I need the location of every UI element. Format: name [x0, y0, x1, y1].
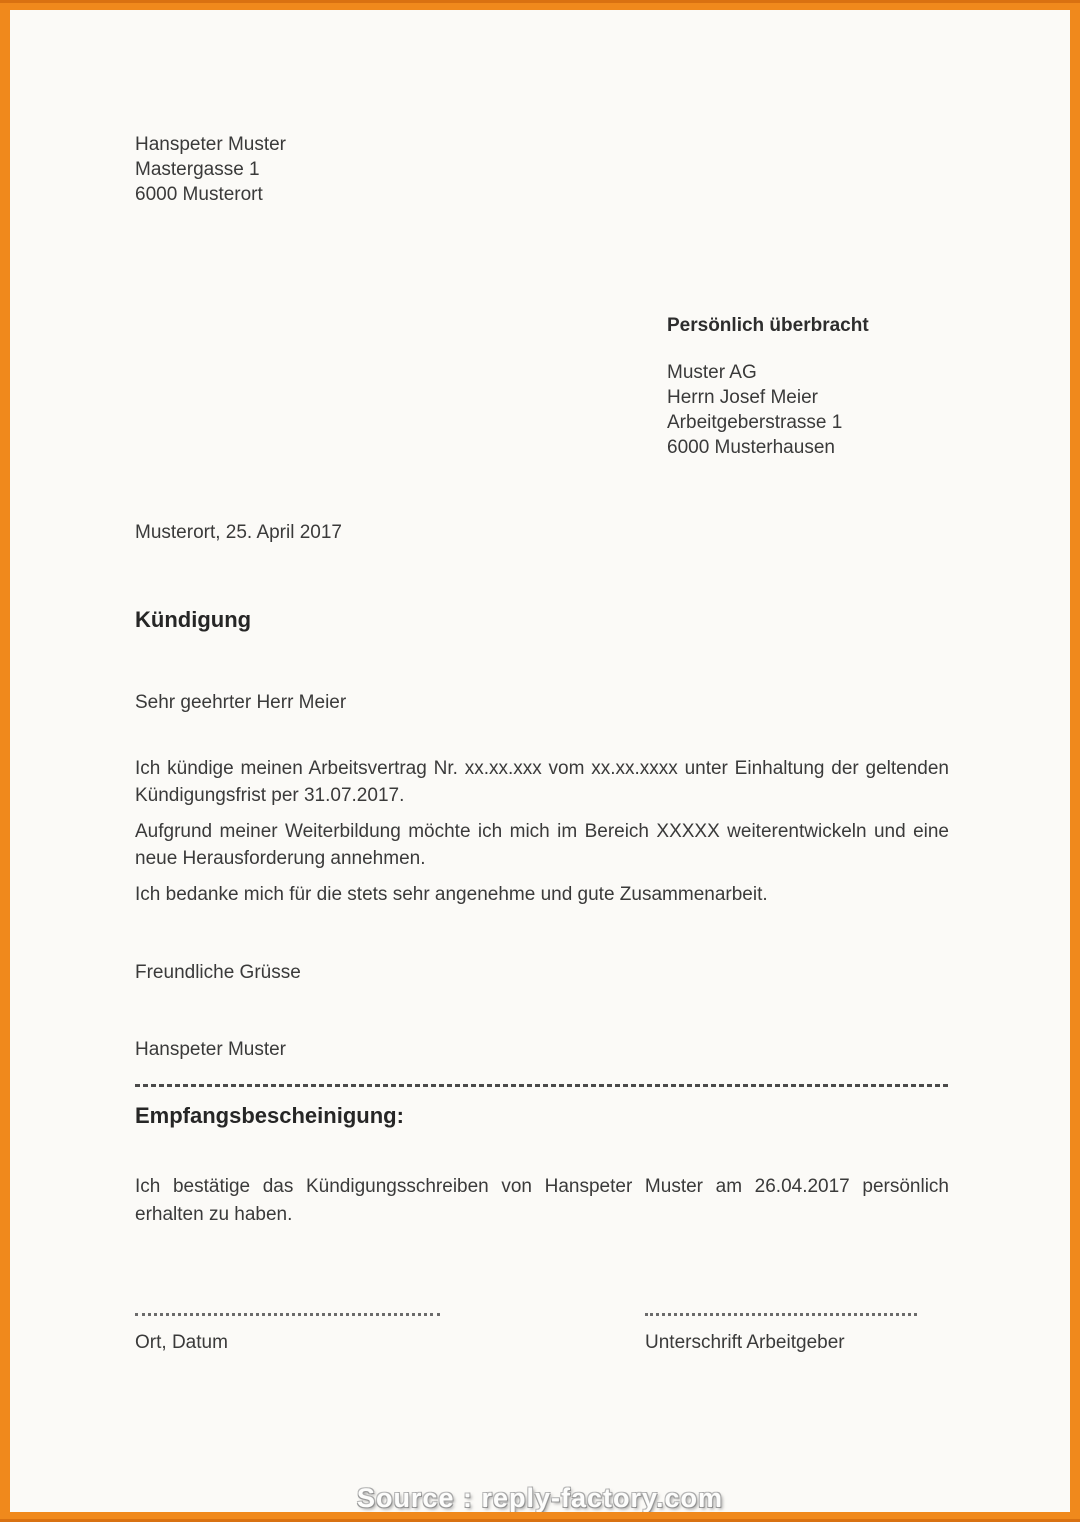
- recipient-city: 6000 Musterhausen: [667, 437, 835, 458]
- receipt-confirmation-text: Ich bestätige das Kündigungsschreiben von Hanspeter Muster am 26.04.2017 persönlich erhalten zu haben.: [135, 1176, 949, 1225]
- recipient-person: Herrn Josef Meier: [667, 387, 818, 408]
- place-date-signature-line: [135, 1298, 440, 1316]
- place-date-line: Musterort, 25. April 2017: [135, 522, 342, 543]
- body-paragraph-termination: Ich kündige meinen Arbeitsvertrag Nr. xx.xx.xxx vom xx.xx.xxxx unter Einhaltung der geltenden Kündigungsfrist per 31.07.2017.: [135, 758, 949, 806]
- sender-street: Mastergasse 1: [135, 159, 260, 180]
- body-paragraph-reason: Aufgrund meiner Weiterbildung möchte ich mich im Bereich XXXXX weiterentwickeln und eine neue Herausforderung annehmen.: [135, 821, 949, 869]
- receipt-heading: Empfangsbescheinigung:: [135, 1103, 404, 1128]
- employer-signature-slot: [645, 1298, 917, 1355]
- sender-address-block: [135, 132, 286, 207]
- signature-name: Hanspeter Muster: [135, 1039, 287, 1060]
- dashed-separator-line: [135, 1084, 949, 1087]
- place-date-signature-slot: [135, 1298, 440, 1355]
- place-date-label: Ort, Datum: [135, 1332, 228, 1353]
- closing-phrase: Freundliche Grüsse: [135, 962, 301, 983]
- recipient-address-block: [667, 313, 869, 460]
- letter-body: [135, 755, 949, 917]
- source-watermark: Source : reply-factory.com: [356, 1483, 724, 1512]
- body-paragraph-thanks: Ich bedanke mich für die stets sehr angenehme und gute Zusammenarbeit.: [135, 884, 768, 905]
- letter-paper: [10, 10, 1070, 1512]
- sender-city: 6000 Musterort: [135, 184, 263, 205]
- employer-signature-label: Unterschrift Arbeitgeber: [645, 1332, 845, 1353]
- salutation: Sehr geehrter Herr Meier: [135, 692, 347, 713]
- delivery-note: Persönlich überbracht: [667, 315, 869, 336]
- sender-name: Hanspeter Muster: [135, 134, 287, 155]
- recipient-company: Muster AG: [667, 362, 757, 383]
- recipient-street: Arbeitgeberstrasse 1: [667, 412, 843, 433]
- employer-signature-line: [645, 1298, 917, 1316]
- subject-heading: Kündigung: [135, 607, 252, 632]
